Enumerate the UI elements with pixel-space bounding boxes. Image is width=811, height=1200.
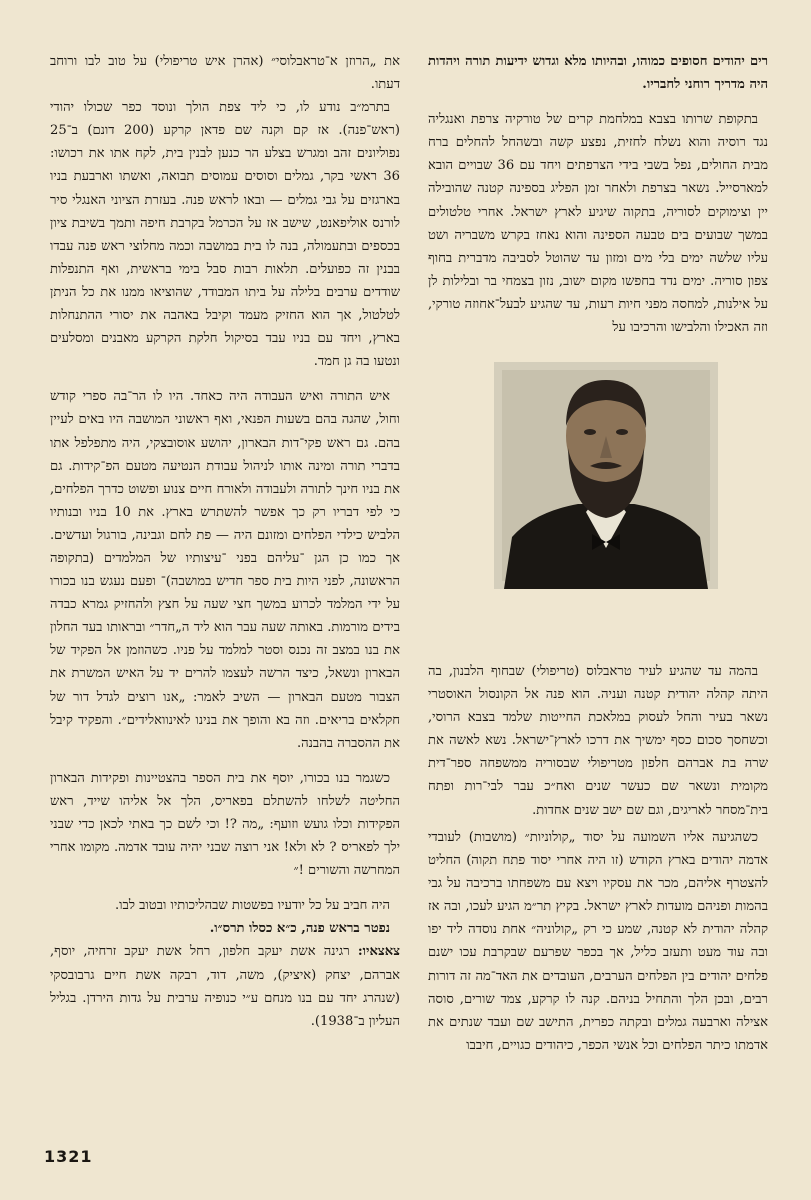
right-column-paragraph: כשהגיעה אליו השמועה על יסוד „קולוניות״ (מושבות) לעובדי אדמה יהודים בארץ הקודש (זו היה אחרי יסוד פתח תקוה) החליט להצטרף אליהם, מכר את עסקיו ויצא עם משפחתו ברכיבה על גבי בהמות ופניהם מועדות לארץ ישראל. בקיץ תר״מ הגיע לעכו, ובה אז קהלה יהודית לא קטנה, שמע כי רק „קולוניה״ אחת נוסדה ליד יפו ובה עוד מעט ותעזב כליל, אך בכפר שפרעם שבקרבת עכו ישנם פלחים יהודים בין הפלחים הערבים, העובדים את האד־מה זה דורות רבים, ובכן הלך והתחיל בניהם. קנה לו קרקע, צמד שורים, סוסה אצילה וארבעה גמלים ובקתה כפרית, התישב שם ועבד שנתים את אדמתו כיתר הפלחים וכל אנשי הכפר, כיהודים כגויים, חיבבו	[428, 830, 768, 1053]
portrait-image	[494, 362, 718, 589]
portrait-eye-left	[584, 429, 596, 435]
left-column-paragraph: כשגמר בנו בכורו, יוסף את בית הספר בהצטיינות ופקידות הבארון החליטה לשלחו להשתלם בפאריס, הלך אל אליהו שייד, ראש הפקידות וכלו גועש וזועף: „מה ?! וכי לשם כך באתי לכאן כדי שבני ילך לפאריס ? לא ולא! אני רוצה שבני יהיה עובד אדמה. מקומו אחרי המחרשה והשורים !״	[50, 770, 400, 879]
left-column	[50, 50, 400, 1033]
descendants-label: צאצאיו:	[357, 944, 400, 960]
descendants-paragraph	[50, 940, 400, 1032]
portrait-eye-right	[616, 429, 628, 435]
page-number: 1321	[44, 1147, 93, 1166]
left-column-paragraph: היה חביב על כל יודעיו בפשטות שבהליכותיו ובטוב לבו.	[115, 898, 390, 914]
left-column-paragraph: את „הרוזן א־טראבלוסי״ (אהרן איש טריפולי) על טוב לבו ורוחב דעתו.	[50, 54, 400, 93]
right-column	[428, 50, 768, 1053]
right-column-paragraph: בהמה עד שהגיע לעיר טראבלוס (טריפולי) שבחוף הלבנון, בה היתה קהלה יהודית קטנה ועניה. הוא פנה אל הקונסול האוסטרי נשאר בעיר והחל לעסוק במלאכת החייטות שלמד בצבא הרוסי, וכשחסך סכום כסף ימשיך את דרכו לארץ־ישראל. נשא לאשה את שרה בת אברהם חלפון מטריפולי שבסוריה ממשפחה ספר־דית מקומית ונשאר שם כעשר שנים ואח״כ עבר לבי־רות ופתח בית־מסחר לאריגים, וגם שם ישב שנים אחדות.	[428, 664, 768, 818]
left-column-paragraph: איש התורה ואיש העבודה היה כאחד. היו לו הר־בה ספרי קודש וחול, שהגה בהם בשעות הפנאי, ואף ראשוני המושבה היו באים לעיין בהם. גם ראש פקי־דות הבארון, יהושע אוסובצקי, היה מתפלפל אתו בדברי תורה ומינה אותו לניהול עבודת הנטיעה מטעם הפ־קידות. גם את בניו חינך לתורה ולעבודה ולאורח חיים צנוע ופשוט כדרך הפלחים, כי לפי דבריו רק כך אפשר להשתרש בארץ. את 10 בניו ובנותיו הלביש כילדי הפלחים ומזונם היה — פת לחם וגבינה, בורגול ועדשים. אך כמו כן הגן ־עליהם בפני ־עיצותיו של המלמדים (בתקופה הראשונה, לפני היות בית ספר חדיש במושבה)־ ופעם נעגש בנו בכורו על ידי המלמד לכרוע במשך חצי שעה על חצץ ולהחזיק גמרא כבדה בידים מורמות. באותה שעה עבר הוא ליד ה„חדר״ ובראותו בעד החלון את בנו במצב זה נכנס וסטר למלמד על פניו. כשהוזמן אל הפקיד של הבארון ונשאל, כיצד הרשה לעצמו להרים יד על האיש המשרת את הצבור מטעם הבארון — השיב לאמר: „אנו רוצים לגדל דור של חקלאים בריאים. וזה בא והופך את בנינו לאינוואלידים״. והפקיד קיבל את ההסברה בהבנה.	[50, 389, 400, 751]
right-column-opening: רים יהודים חסופים כמוהו, ובהיותו מלא וגדוש ידיעות תורה ויהדות היה מדריך רוחני לחבריו.	[428, 54, 768, 93]
descendants-list: רגינה אשת יעקב חלפון, רחל אשת יעקב זרחיה, יוסף, אברהם, יצחק (איציק), משה, דוד, רבקה אשת חיים גרבובסקי (שנהרג יחד עם בנו מנחם ע״י כנופיה ערבית על גדות הירדן. בגליל העליון ב־1938).	[50, 944, 400, 1029]
right-column-paragraph: בתקופת שרותו בצבא במלחמת קרים של טורקיה צרפת ואנגליה נגד רוסיה והוא נשלח לחזית, נפצע קשה ובשהחל להחלים ברח מבית החולים, נפל בשבי בידי הצרפתים ויחד עם 36 שבויים הובא למארסייל. נשאר בצרפת ולאחר זמן הפליג בספינה קטנה שהובילה יין וצימוקים לסוריה, בתקוה שיגיע לארץ ישראל. אחרי טלטולים במשך שבועים בים טבעה הספינה והוא נאחז בקרש משבריה ושט עליו שלשה ימים בלי מים ומזון עד שהוטל לסביבה מדברית בחוף צפון סוריה. ימים נדד בחפשו מקום ישוב, נזון בצמחי בר ובלילות לן על אילנות, למחסה מפני חיות רעות, עד שהגיע לבעל־אחוזה טורקי, וזה האכילו והלבישו והרכיבו על	[428, 112, 768, 336]
left-column-paragraph: בתרמ״ב נודע לו, כי ליד צפת הולך ונוסד כפר שכולו יהודי (ראש־פנה). אז קם וקנה שם פדאן קרקע (200 דונם) ב־25 נפוליונים זהב ומגרש בצלע הר כנען לבנין בית, לקח אתו את רכושו: 36 ראשי בקר, גמלים וסוסים עמוסים תבואה, ואשתו וארבעת בניו בארגזים על גבי גמלים — ובאו לראש פנה. בעזרת הציוני האנגלי סיר לורנס אוליפאנט, שישב אז על הכרמל בקרבת חיפה ותמך בשיבת ציון בכספים ובתעמולה, בנה לו בית במושבה וכמה מחלוצי ראש פנה עבדו בבנין זה כפועלים. תלאות רבות סבל בימי בראשית, ואף התנפלות שודדים ערבים בלילה על ביתו המבודד, שהוציאו ממנו את כל הניתן לטלטול, אך הוא החזיק מעמד וקיבל באהבה את יסורי ההתנחלות בארץ, ויחד עם בניו עבד בסיקול חלקת הקרקע מאבנים ומסלעים ונטעו בה גן חמד.	[50, 100, 400, 370]
death-date-line: נפטר בראש פנה, כ״א כסלו תרס״ו.	[209, 921, 390, 937]
portrait-photo	[494, 362, 718, 589]
